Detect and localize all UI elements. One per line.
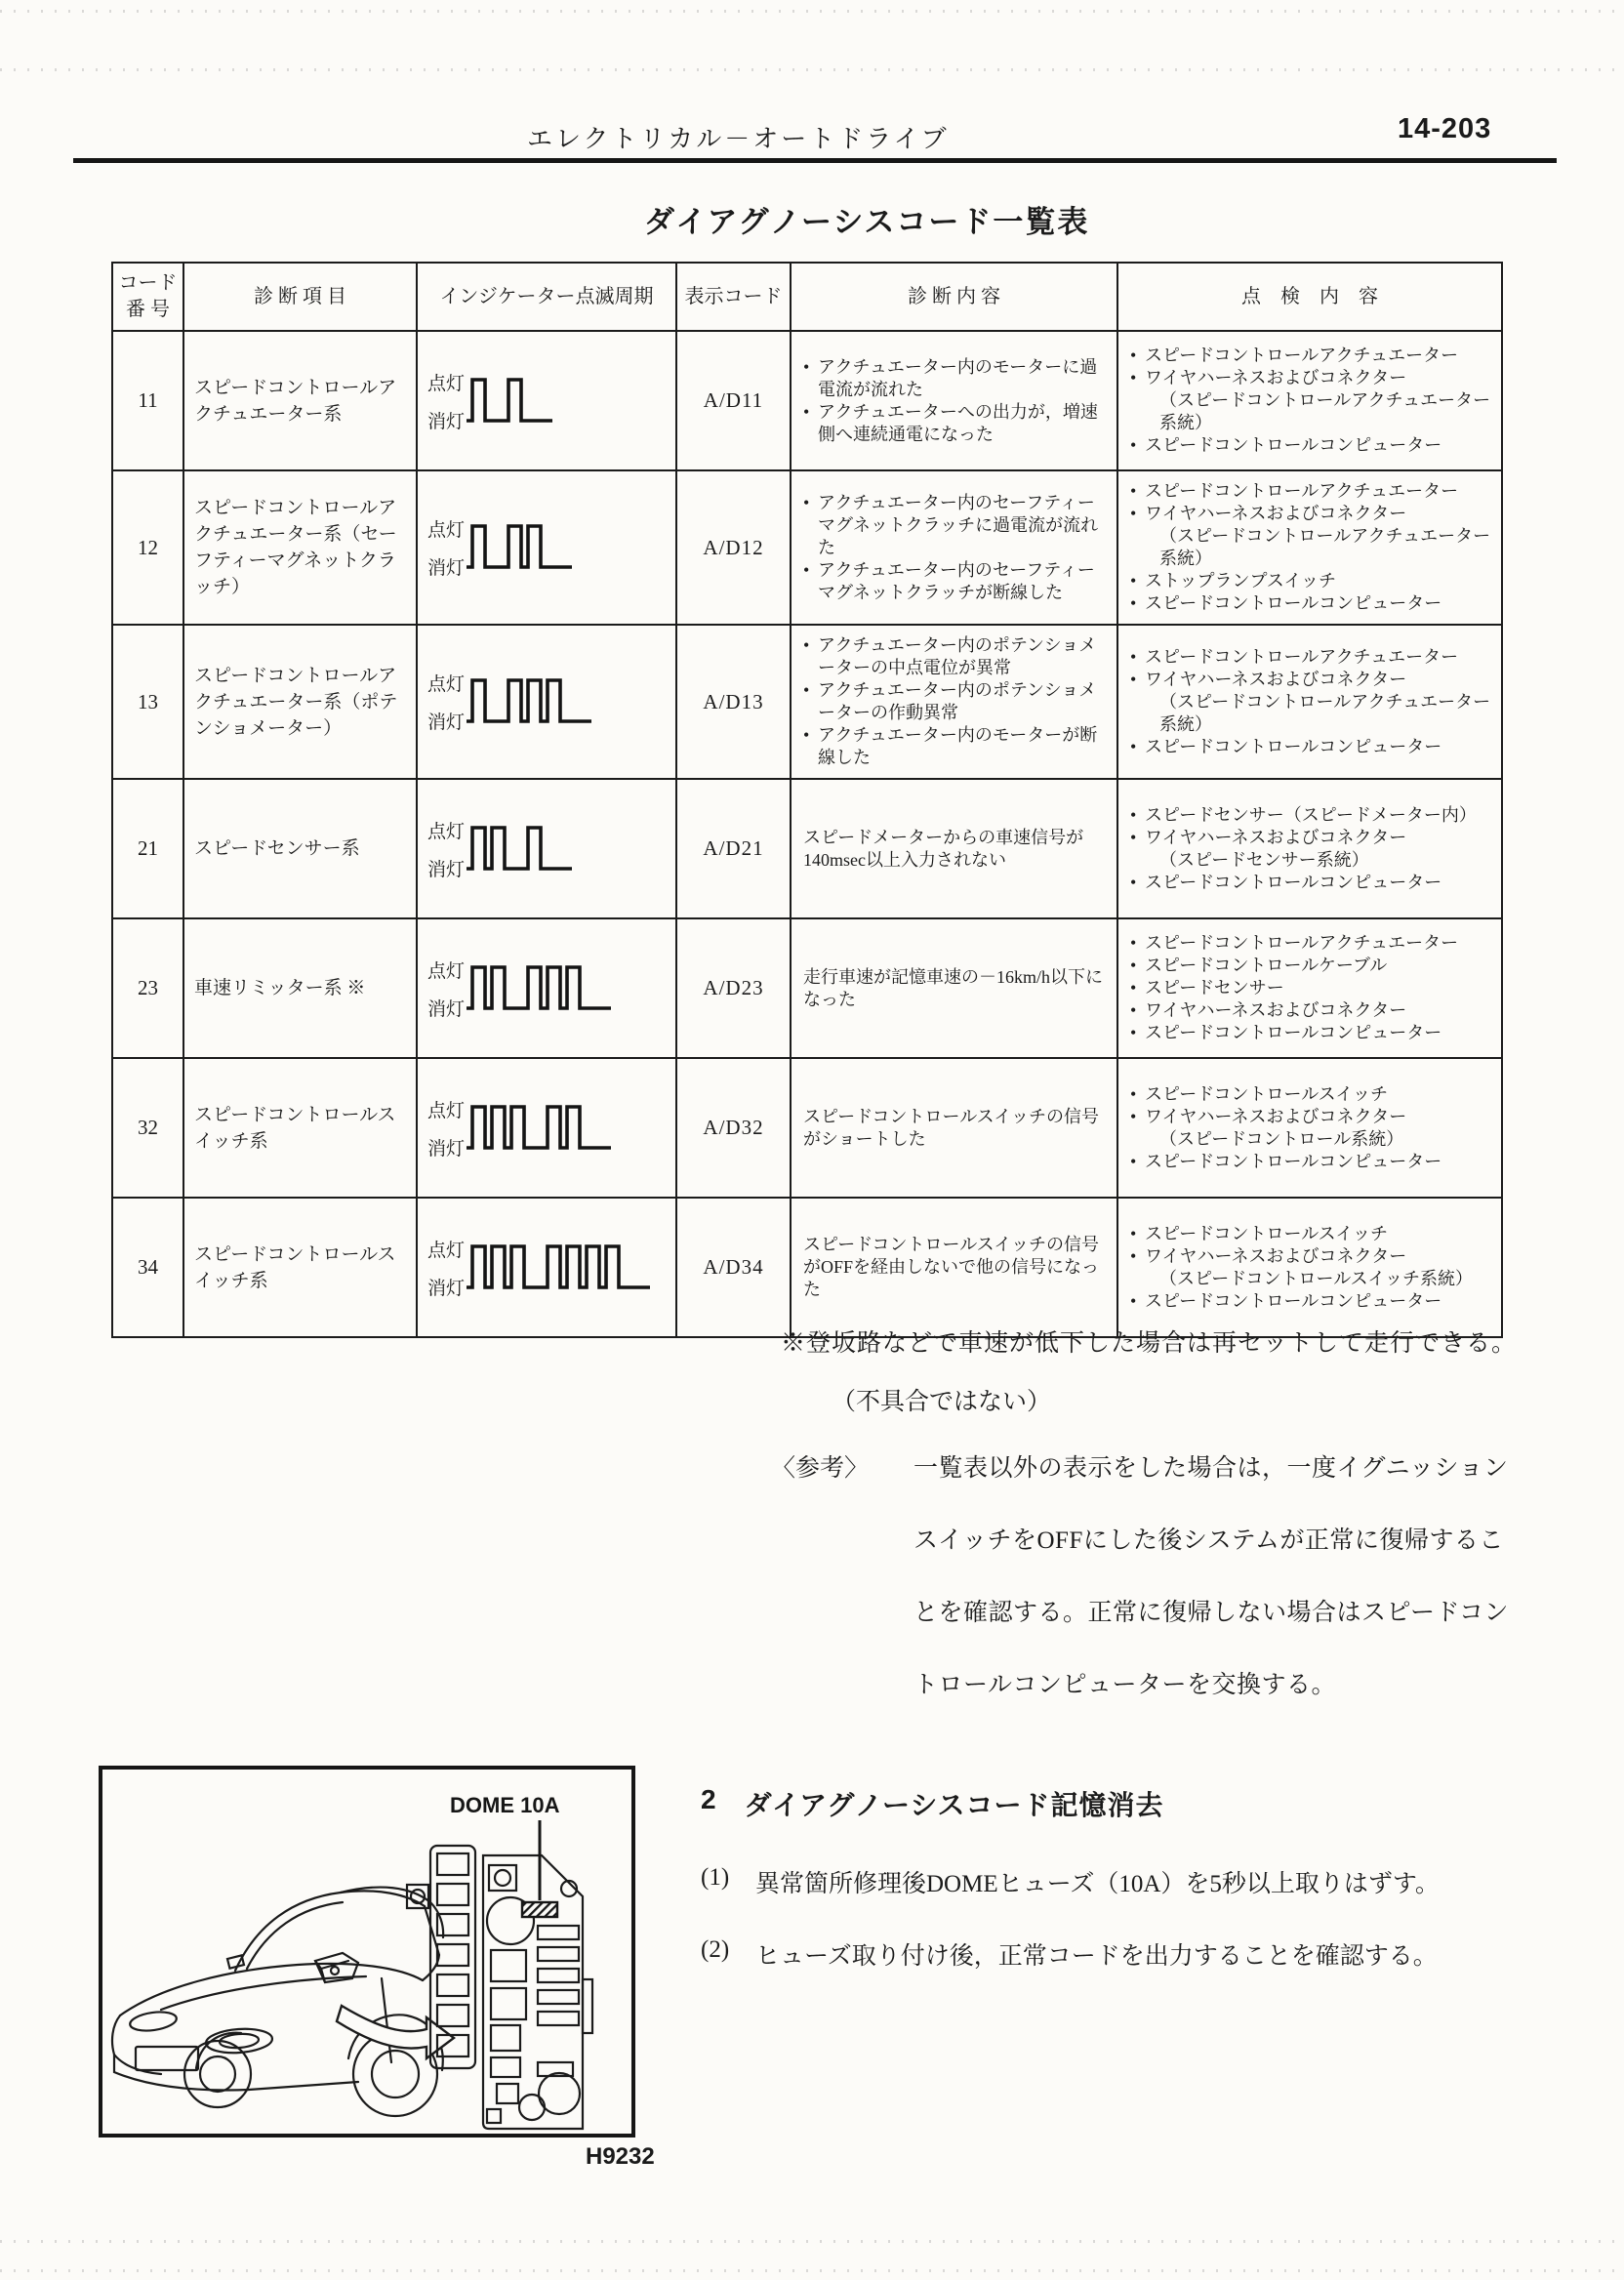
waveform-labels — [424, 515, 465, 580]
footnote-not-a-defect: （不具合ではない） — [832, 1389, 1052, 1415]
reference-text: 一覧表以外の表示をした場合は，一度イグニッションスイッチをOFFにした後システムが正常に復帰することを確認する。正常に復帰しない場合はスピードコントロールコンピューターを交換する。 — [914, 1455, 1510, 1698]
waveform-labels — [424, 1236, 465, 1300]
cell-code-number: 21 — [112, 779, 183, 918]
cell-diagnosis-content — [791, 470, 1117, 625]
list-item: • スピードコントロールコンピューター — [1128, 736, 1493, 758]
cell-text: スピードコントロールスイッチの信号がショートした — [803, 1106, 1099, 1149]
waveform-off-label: 消灯 — [427, 1138, 466, 1160]
list-item-note: （スピードコントロールスイッチ系統） — [1159, 1268, 1473, 1288]
column-header: 診 断 内 容 — [791, 263, 1117, 331]
cell-blink-pattern — [417, 470, 676, 625]
dome-fuse — [522, 1902, 557, 1917]
waveform-labels — [424, 817, 465, 881]
waveform-on-label: 点灯 — [427, 373, 466, 394]
list-item-note: （スピードコントロールアクチュエーター系統） — [1159, 390, 1491, 432]
cell-display-code: A/D32 — [676, 1058, 791, 1198]
cell-code-number: 23 — [112, 918, 183, 1058]
cell-diagnosis-item: スピードコントロールアクチュエーター系 — [183, 331, 417, 470]
waveform-on-label: 点灯 — [427, 674, 466, 695]
figure-code: H9232 — [586, 2143, 655, 2170]
indicator-waveform — [424, 817, 673, 881]
cell-blink-pattern — [417, 1198, 676, 1337]
header-rule — [73, 158, 1557, 163]
table-row — [112, 1058, 1502, 1198]
list-item-note: （スピードセンサー系統） — [1159, 849, 1369, 870]
table-row — [112, 918, 1502, 1058]
section-2 — [701, 1784, 1560, 2009]
cell-diagnosis-item: スピードコントロールアクチュエーター系（セーフティーマグネットクラッチ） — [183, 470, 417, 625]
cell-blink-pattern — [417, 779, 676, 918]
cell-diagnosis-content — [791, 331, 1117, 470]
cell-inspection-content — [1117, 470, 1502, 625]
cell-inspection-content — [1117, 779, 1502, 918]
list-item: • スピードコントロールアクチュエーター — [1128, 646, 1493, 669]
waveform-off-label: 消灯 — [427, 411, 466, 432]
waveform-on-label: 点灯 — [427, 1100, 466, 1121]
cell-code-number: 13 — [112, 625, 183, 779]
table-row — [112, 779, 1502, 918]
cell-diagnosis-item: スピードコントロールアクチュエーター系（ポテンショメーター） — [183, 625, 417, 779]
indicator-waveform — [424, 670, 673, 734]
cell-diagnosis-content — [791, 1198, 1117, 1337]
cell-code-number: 32 — [112, 1058, 183, 1198]
waveform-labels — [424, 1096, 465, 1160]
car-fusebox-figure — [99, 1766, 635, 2138]
list-item: • アクチュエーター内のモーターに過電流が流れた — [801, 356, 1109, 401]
list-item: • スピードコントロールコンピューター — [1128, 592, 1493, 615]
procedure-step — [701, 1936, 1560, 1972]
page-title: ダイアグノーシスコード一覧表 — [644, 205, 1090, 239]
list-item: • ワイヤハーネスおよびコネクター — [1128, 503, 1493, 525]
list-item: • スピードコントロールコンピューター — [1128, 434, 1493, 457]
list-item-note: （スピードコントロールアクチュエーター系統） — [1159, 526, 1491, 568]
cell-text: 走行車速が記憶車速の－16km/h以下になった — [803, 966, 1104, 1009]
cell-text: スピードメーターからの車速信号が140msec以上入力されない — [803, 827, 1084, 870]
cell-blink-pattern — [417, 918, 676, 1058]
list-item: • アクチュエーター内のセーフティーマグネットクラッチが断線した — [801, 559, 1109, 604]
reference-note — [771, 1433, 1532, 1722]
procedure-step-text: ヒューズ取り付け後，正常コードを出力することを確認する。 — [755, 1943, 1438, 1970]
cell-code-number: 34 — [112, 1198, 183, 1337]
cell-text: スピードコントロールスイッチの信号がOFFを経由しないで他の信号になった — [803, 1235, 1100, 1299]
procedure-step-number: (1) — [701, 1864, 730, 1891]
list-item: • ワイヤハーネスおよびコネクター — [1128, 1245, 1493, 1268]
diagnosis-table-body — [112, 331, 1502, 1337]
cell-diagnosis-item: スピードコントロールスイッチ系 — [183, 1198, 417, 1337]
cell-diagnosis-item: 車速リミッター系 ※ — [183, 918, 417, 1058]
waveform-labels — [424, 670, 465, 734]
cell-display-code: A/D13 — [676, 625, 791, 779]
indicator-waveform — [424, 369, 673, 433]
list-item: • ストップランプスイッチ — [1128, 570, 1493, 592]
cell-display-code: A/D11 — [676, 331, 791, 470]
list-item: • スピードコントロールケーブル — [1128, 955, 1493, 977]
waveform-off-label: 消灯 — [427, 859, 466, 880]
car-illustration — [112, 1888, 443, 2116]
list-item: • ワイヤハーネスおよびコネクター — [1128, 669, 1493, 691]
cell-diagnosis-item: スピードセンサー系 — [183, 779, 417, 918]
list-item: • アクチュエーター内のポテンショメーターの作動異常 — [801, 679, 1109, 724]
list-item: • スピードコントロールコンピューター — [1128, 1022, 1493, 1044]
waveform-off-label: 消灯 — [427, 998, 466, 1020]
waveform-off-label: 消灯 — [427, 558, 466, 579]
waveform-labels — [424, 957, 465, 1021]
reference-label: 〈参考〉 — [771, 1455, 870, 1482]
diagnosis-code-table — [111, 262, 1503, 1338]
cell-inspection-content — [1117, 1058, 1502, 1198]
procedure-step — [701, 1864, 1560, 1899]
cell-inspection-content — [1117, 625, 1502, 779]
section-2-number: 2 — [701, 1784, 717, 1814]
list-item: • スピードセンサー（スピードメーター内） — [1128, 804, 1493, 827]
cell-code-number: 11 — [112, 331, 183, 470]
list-item-note: （スピードコントロール系統） — [1159, 1128, 1404, 1149]
waveform-off-label: 消灯 — [427, 712, 466, 733]
cell-diagnosis-content — [791, 779, 1117, 918]
column-header: 診 断 項 目 — [183, 263, 417, 331]
list-item: • ワイヤハーネスおよびコネクター — [1128, 367, 1493, 389]
waveform-on-label: 点灯 — [427, 1240, 466, 1261]
column-header: 表示コード — [676, 263, 791, 331]
list-item-note: （スピードコントロールアクチュエーター系統） — [1159, 691, 1491, 734]
indicator-waveform — [424, 957, 673, 1021]
list-item: • スピードコントロールコンピューター — [1128, 1151, 1493, 1173]
waveform-on-label: 点灯 — [427, 520, 466, 541]
cell-inspection-content — [1117, 1198, 1502, 1337]
cell-inspection-content — [1117, 331, 1502, 470]
cell-blink-pattern — [417, 1058, 676, 1198]
cell-blink-pattern — [417, 331, 676, 470]
cell-code-number: 12 — [112, 470, 183, 625]
list-item: • スピードコントロールアクチュエーター — [1128, 932, 1493, 955]
cell-diagnosis-content — [791, 625, 1117, 779]
list-item: • ワイヤハーネスおよびコネクター — [1128, 1106, 1493, 1128]
list-item: • アクチュエーター内のセーフティーマグネットクラッチに過電流が流れた — [801, 492, 1109, 559]
page-number: 14-203 — [1398, 113, 1492, 144]
cell-diagnosis-content — [791, 1058, 1117, 1198]
list-item: • アクチュエーターへの出力が，増速側へ連続通電になった — [801, 401, 1109, 446]
list-item: • スピードコントロールコンピューター — [1128, 872, 1493, 894]
list-item: • スピードコントロールスイッチ — [1128, 1223, 1493, 1245]
list-item: • アクチュエーター内のポテンショメーターの中点電位が異常 — [801, 634, 1109, 679]
scan-noise — [0, 2240, 1624, 2243]
cell-inspection-content — [1117, 918, 1502, 1058]
indicator-waveform — [424, 1236, 673, 1300]
list-item: • ワイヤハーネスおよびコネクター — [1128, 999, 1493, 1022]
indicator-waveform — [424, 515, 673, 580]
section-title: エレクトリカル－オートドライブ — [527, 125, 950, 153]
cell-display-code: A/D23 — [676, 918, 791, 1058]
cell-display-code: A/D34 — [676, 1198, 791, 1337]
procedure-step-number: (2) — [701, 1936, 730, 1963]
cell-blink-pattern — [417, 625, 676, 779]
cell-diagnosis-content — [791, 918, 1117, 1058]
scan-noise — [0, 10, 1624, 13]
column-header: インジケーター点滅周期 — [417, 263, 676, 331]
figure-drawing — [102, 1770, 631, 2134]
dome-fuse-label: DOME 10A — [450, 1793, 560, 1817]
section-2-items — [701, 1864, 1560, 1972]
cell-display-code: A/D21 — [676, 779, 791, 918]
indicator-waveform — [424, 1096, 673, 1160]
table-row — [112, 331, 1502, 470]
list-item: • スピードセンサー — [1128, 977, 1493, 999]
list-item: • スピードコントロールスイッチ — [1128, 1083, 1493, 1106]
list-item: • スピードコントロールコンピューター — [1128, 1290, 1493, 1313]
table-header-row — [112, 263, 1502, 331]
waveform-labels — [424, 369, 465, 433]
procedure-step-text: 異常箇所修理後DOMEヒューズ（10A）を5秒以上取りはずす。 — [755, 1871, 1440, 1897]
cell-diagnosis-item: スピードコントロールスイッチ系 — [183, 1058, 417, 1198]
column-header: コード 番 号 — [112, 263, 183, 331]
footnote-speed-limiter: ※登坂路などで車速が低下した場合は再セットして走行できる。 — [781, 1330, 1518, 1357]
list-item: • ワイヤハーネスおよびコネクター — [1128, 827, 1493, 849]
column-header: 点 検 内 容 — [1117, 263, 1502, 331]
list-item: • アクチュエーター内のモーターが断線した — [801, 724, 1109, 769]
scan-noise — [0, 68, 1624, 71]
list-item: • スピードコントロールアクチュエーター — [1128, 480, 1493, 503]
scan-noise — [0, 2269, 1624, 2272]
section-2-heading: ダイアグノーシスコード記憶消去 — [744, 1790, 1164, 1820]
list-item: • スピードコントロールアクチュエーター — [1128, 345, 1493, 367]
cell-display-code: A/D12 — [676, 470, 791, 625]
waveform-on-label: 点灯 — [427, 960, 466, 982]
table-row — [112, 470, 1502, 625]
table-row — [112, 1198, 1502, 1337]
table-row — [112, 625, 1502, 779]
waveform-off-label: 消灯 — [427, 1278, 466, 1299]
waveform-on-label: 点灯 — [427, 821, 466, 842]
